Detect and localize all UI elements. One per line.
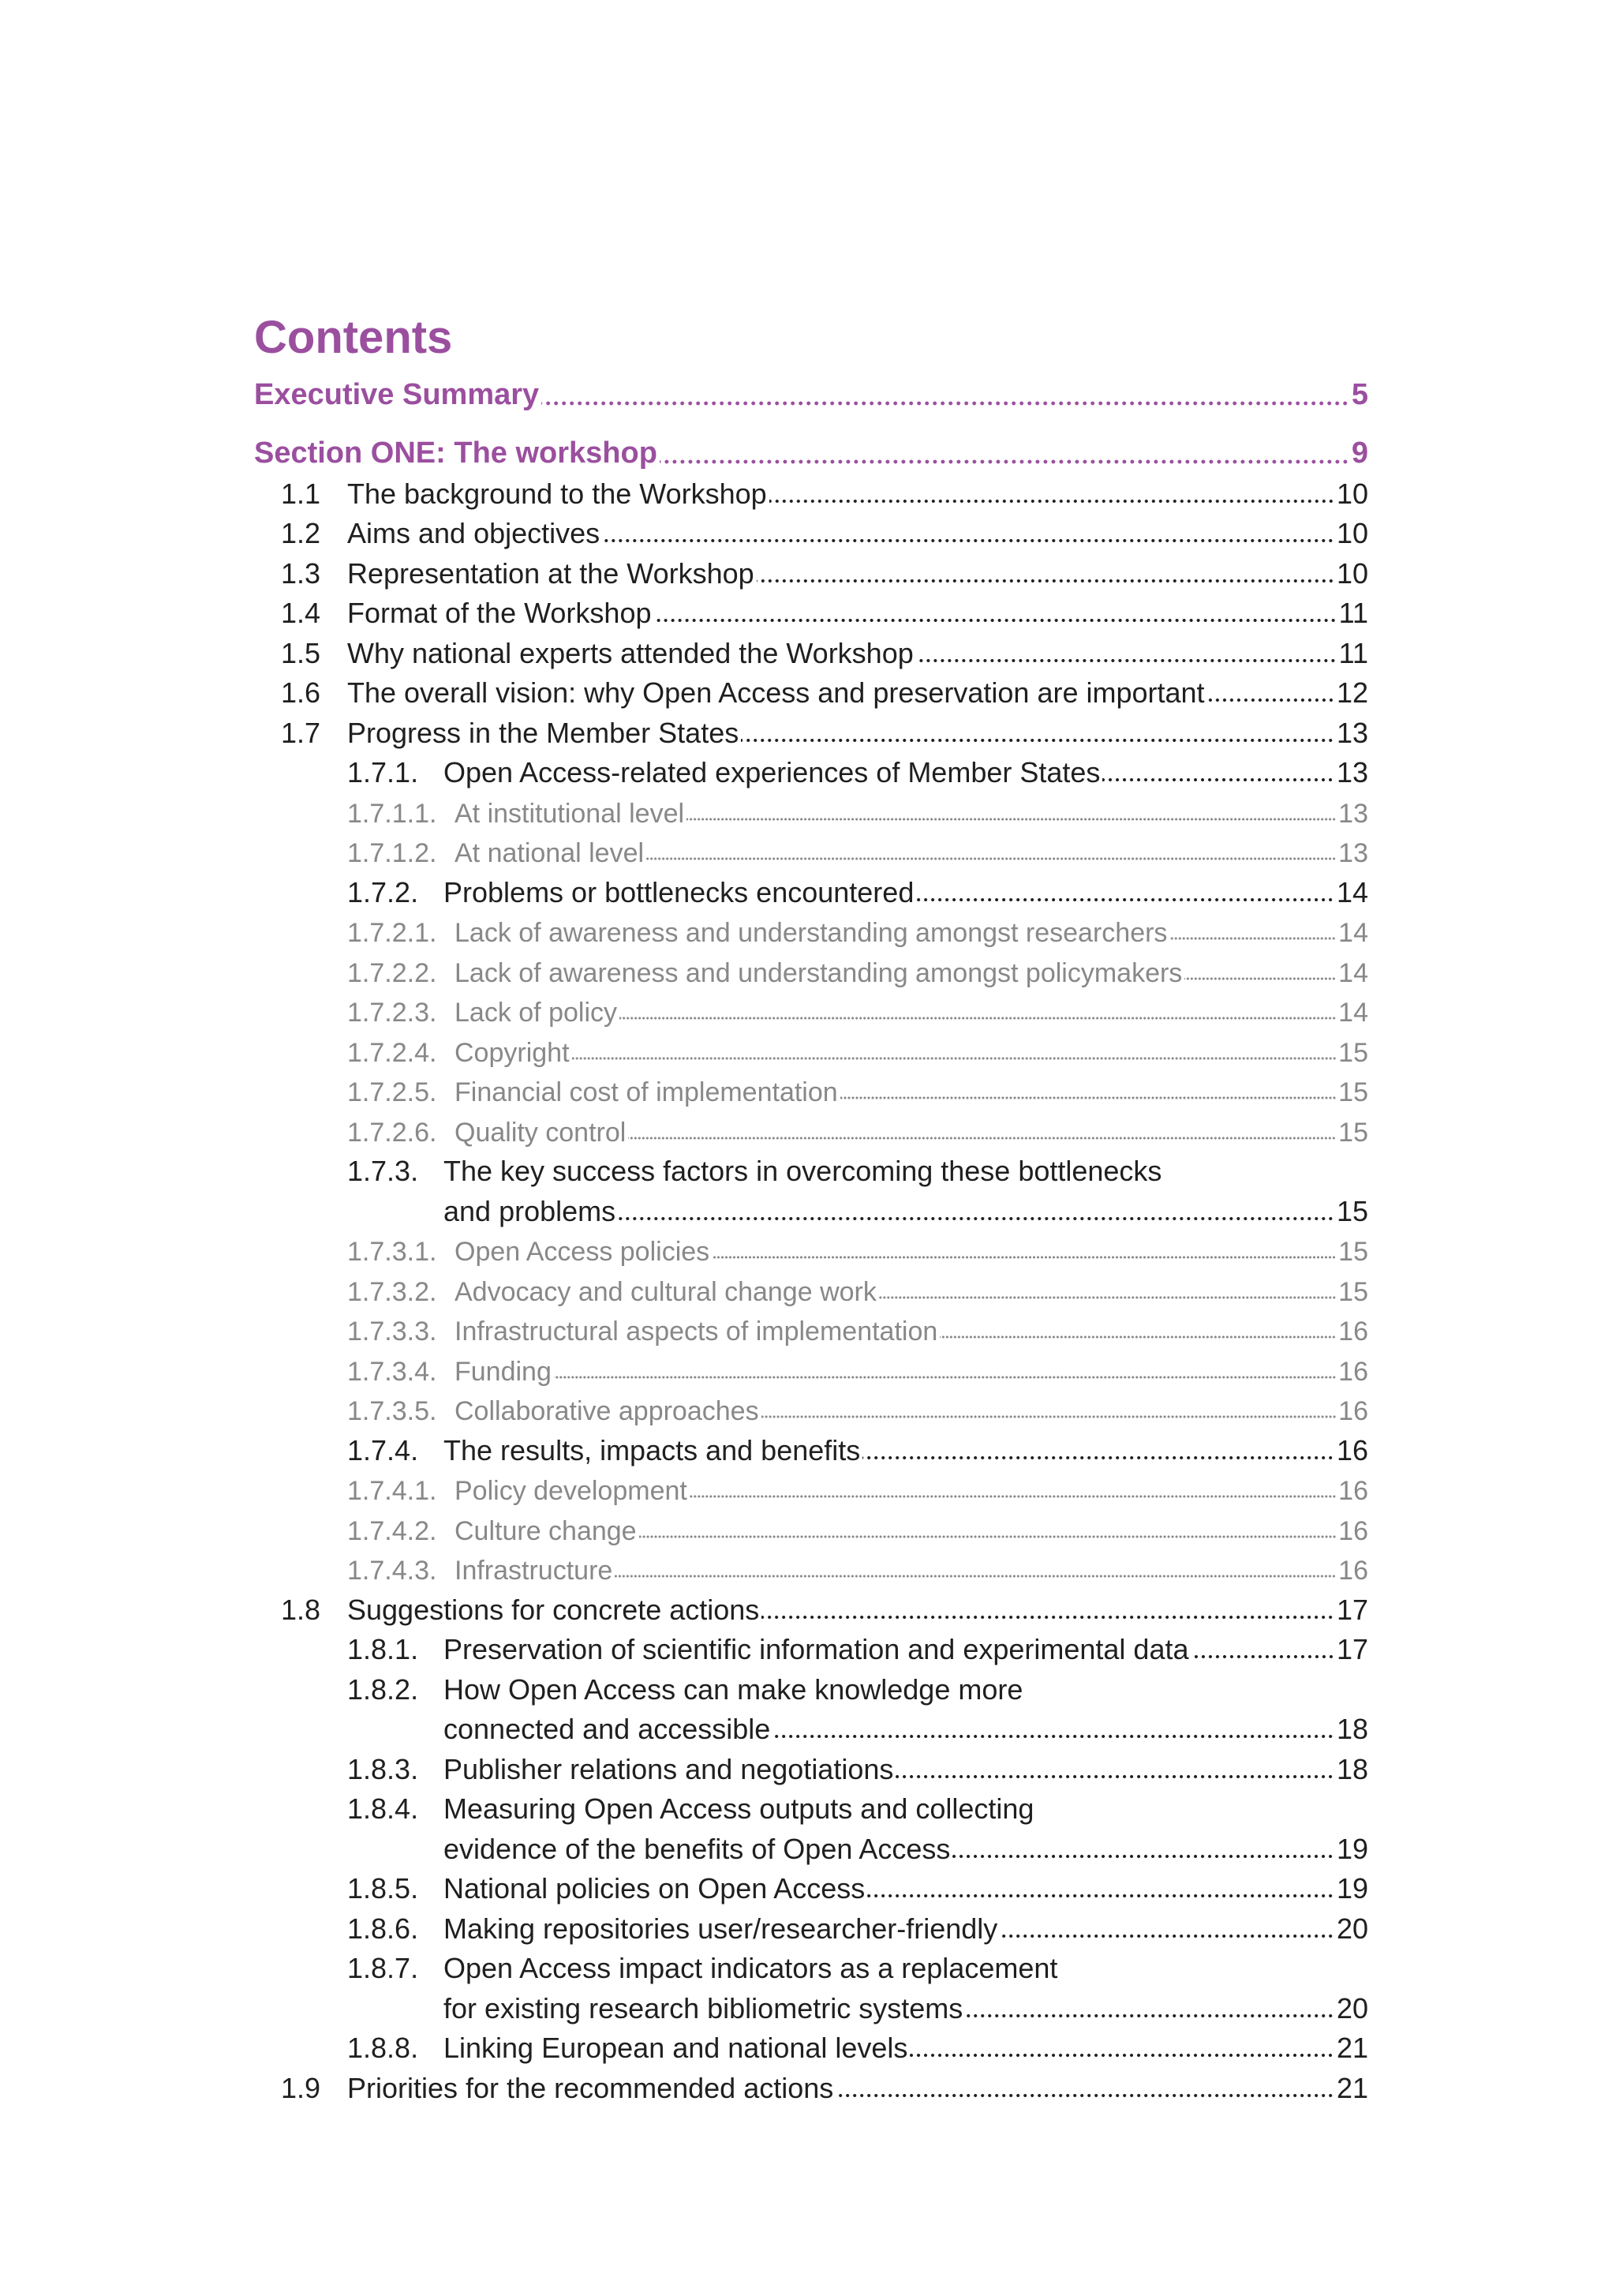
toc-entry-number: 1.7 (281, 716, 321, 749)
toc-entry-label: Policy development (454, 1476, 687, 1506)
toc-entry-page: 20 (1336, 1912, 1368, 1945)
toc-entry-number: 1.7.3.3. (347, 1317, 437, 1347)
toc-entry-label: Executive Summary (254, 378, 540, 411)
toc-entry-page: 21 (1336, 2071, 1368, 2104)
toc-entry[interactable] (254, 670, 1368, 710)
toc-entry[interactable] (254, 1228, 1368, 1268)
dot-leader (862, 1455, 1334, 1460)
dot-leader (741, 738, 1334, 743)
toc-entry-page: 9 (1351, 436, 1368, 470)
toc-entry[interactable] (254, 1786, 1368, 1826)
toc-entry-page: 13 (1336, 756, 1368, 788)
toc-entry-page: 18 (1336, 1713, 1368, 1745)
toc-entry-section-one[interactable] (254, 412, 1368, 470)
toc-entry-number: 1.2 (281, 517, 321, 549)
toc-entry[interactable] (254, 1268, 1368, 1308)
toc-entry[interactable] (254, 1069, 1368, 1109)
dot-leader (910, 2053, 1334, 2058)
page-title: Contents (254, 312, 453, 363)
toc-entry-page: 15 (1336, 1194, 1368, 1227)
toc-entry-label: Making repositories user/researcher-friendly (443, 1912, 998, 1945)
toc-entry-number: 1.7.3.5. (347, 1396, 437, 1426)
table-of-contents (254, 369, 1368, 2105)
toc-entry-label: Representation at the Workshop (347, 556, 754, 590)
toc-entry[interactable] (254, 1188, 1368, 1228)
toc-entry-label: Priorities for the recommended actions (347, 2071, 834, 2104)
toc-entry-label: Open Access impact indicators as a replacement (443, 1952, 1058, 1984)
toc-entry-page: 16 (1338, 1317, 1368, 1347)
toc-entry-label: connected and accessible (443, 1713, 771, 1745)
toc-entry-page: 5 (1351, 378, 1368, 411)
toc-entry-number: 1.4 (281, 597, 321, 629)
toc-entry-label: Financial cost of implementation (454, 1077, 838, 1107)
toc-entry[interactable] (254, 1028, 1368, 1069)
toc-entry[interactable] (254, 2065, 1368, 2105)
toc-entry-page: 14 (1338, 957, 1368, 988)
toc-entry-page: 15 (1338, 1077, 1368, 1107)
toc-entry-page: 12 (1336, 676, 1368, 709)
dot-leader (1000, 1934, 1334, 1938)
dot-leader (654, 618, 1337, 623)
toc-entry-number: 1.6 (281, 676, 321, 709)
toc-entry-page: 10 (1336, 477, 1368, 510)
dot-leader (639, 1534, 1337, 1539)
toc-entry-page: 11 (1338, 636, 1368, 669)
toc-entry-number: 1.7.1.2. (347, 838, 437, 868)
dot-leader (628, 1136, 1336, 1141)
toc-entry-label: Open Access-related experiences of Member States (443, 756, 1101, 788)
dot-leader (618, 1216, 1334, 1221)
dot-leader (646, 856, 1336, 861)
toc-entry-page: 16 (1338, 1356, 1368, 1387)
toc-entry-number: 1.7.4.3. (347, 1556, 437, 1586)
toc-entry-number: 1.8.8. (347, 2032, 419, 2064)
toc-entry-label: for existing research bibliometric systems (443, 1991, 963, 2024)
toc-entry-number: 1.8 (281, 1593, 321, 1626)
toc-entry-label: Format of the Workshop (347, 597, 652, 629)
toc-entry-page: 15 (1338, 1276, 1368, 1307)
toc-entry[interactable] (254, 590, 1368, 631)
toc-entry[interactable] (254, 1666, 1368, 1706)
toc-entry-number: 1.7.3.4. (347, 1356, 437, 1387)
toc-entry-label: Advocacy and cultural change work (454, 1276, 877, 1307)
toc-entry[interactable] (254, 1826, 1368, 1866)
dot-leader (1191, 1654, 1334, 1659)
toc-entry-number: 1.8.6. (347, 1912, 419, 1945)
toc-entry-number: 1.8.2. (347, 1672, 419, 1706)
toc-entry[interactable] (254, 949, 1368, 989)
toc-entry-number: 1.1 (281, 477, 321, 510)
dot-leader (541, 401, 1349, 406)
toc-entry-label: Measuring Open Access outputs and collecting (443, 1792, 1034, 1825)
toc-entry[interactable] (254, 869, 1368, 909)
toc-entry-page: 14 (1338, 918, 1368, 948)
toc-entry-number: 1.7.4.1. (347, 1476, 437, 1506)
dot-leader (761, 1414, 1337, 1419)
toc-entry-number: 1.8.1. (347, 1633, 419, 1665)
dot-leader (686, 817, 1336, 822)
toc-entry-label: Publisher relations and negotiations (443, 1752, 894, 1785)
toc-entry[interactable] (254, 550, 1368, 590)
dot-leader (772, 1734, 1334, 1739)
toc-entry-label: Preservation of scientific information and experimental data (443, 1633, 1189, 1665)
toc-entry-label: The key success factors in overcoming these bottlenecks (443, 1155, 1162, 1187)
dot-leader (712, 1255, 1336, 1260)
toc-entry-number: 1.8.3. (347, 1752, 419, 1785)
toc-entry-number: 1.7.2.4. (347, 1037, 437, 1068)
toc-entry-number: 1.8.4. (347, 1792, 419, 1825)
toc-entry-label: The overall vision: why Open Access and preservation are important (347, 676, 1205, 709)
toc-entry[interactable] (254, 1308, 1368, 1348)
dot-leader (572, 1056, 1337, 1061)
toc-entry[interactable] (254, 1108, 1368, 1148)
toc-entry-number: 1.7.2.5. (347, 1077, 437, 1107)
toc-entry-label: Progress in the Member States (347, 716, 739, 749)
dot-leader (940, 1335, 1336, 1339)
toc-entry-label: Lack of awareness and understanding amongst policymakers (454, 957, 1183, 988)
toc-entry-page: 16 (1338, 1515, 1368, 1546)
toc-entry-number: 1.7.2.3. (347, 998, 437, 1028)
toc-entry[interactable] (254, 511, 1368, 551)
toc-entry[interactable] (254, 1427, 1368, 1467)
toc-entry-page: 17 (1336, 1633, 1368, 1665)
toc-entry-label: Suggestions for concrete actions (347, 1593, 760, 1626)
toc-entry-number: 1.7.2.1. (347, 918, 437, 948)
toc-entry-number: 1.7.1.1. (347, 798, 437, 829)
toc-entry-page: 16 (1338, 1396, 1368, 1426)
toc-entry-page: 13 (1338, 798, 1368, 829)
toc-entry-label: How Open Access can make knowledge more (443, 1672, 1023, 1706)
toc-entry[interactable] (254, 1467, 1368, 1508)
toc-entry-page: 10 (1336, 517, 1368, 549)
toc-entry[interactable] (254, 1746, 1368, 1786)
dot-leader (1102, 777, 1334, 782)
dot-leader (690, 1494, 1336, 1499)
dot-leader (761, 1615, 1334, 1620)
toc-entry-page: 19 (1336, 1832, 1368, 1865)
toc-entry[interactable] (254, 1388, 1368, 1428)
toc-entry-label: Linking European and national levels (443, 2032, 908, 2064)
dot-leader (619, 1016, 1336, 1021)
contents-page (254, 306, 1368, 2105)
toc-entry[interactable] (254, 750, 1368, 790)
dot-leader (867, 1893, 1334, 1898)
dot-leader (1184, 976, 1336, 981)
toc-entry-page: 15 (1338, 1237, 1368, 1267)
toc-entry-label: Infrastructural aspects of implementation (454, 1317, 938, 1347)
toc-entry-page: 21 (1336, 2032, 1368, 2064)
dot-leader (757, 579, 1334, 583)
toc-entry-number: 1.8.7. (347, 1952, 419, 1984)
toc-entry-page: 10 (1336, 556, 1368, 590)
toc-entry-label: and problems (443, 1194, 616, 1227)
toc-entry-label: Copyright (454, 1037, 570, 1068)
dot-leader (615, 1574, 1336, 1579)
toc-entry-label: Lack of policy (454, 998, 617, 1028)
toc-entry[interactable] (254, 710, 1368, 750)
toc-entry-page: 15 (1338, 1117, 1368, 1148)
dot-leader (896, 1774, 1334, 1779)
toc-entry-label: Problems or bottlenecks encountered (443, 875, 915, 908)
toc-entry-executive-summary[interactable] (254, 369, 1368, 412)
toc-entry-number: 1.7.2.2. (347, 957, 437, 988)
dot-leader (840, 1096, 1336, 1100)
dot-leader (769, 499, 1334, 504)
dot-leader (916, 897, 1334, 902)
toc-entry-page: 14 (1336, 875, 1368, 908)
toc-entry-number: 1.7.4. (347, 1433, 419, 1466)
toc-entry[interactable] (254, 909, 1368, 949)
toc-entry[interactable] (254, 1148, 1368, 1189)
toc-entry-label: evidence of the benefits of Open Access (443, 1832, 951, 1865)
toc-entry-label: At institutional level (454, 798, 685, 829)
toc-entry-page: 19 (1336, 1872, 1368, 1905)
toc-entry[interactable] (254, 989, 1368, 1029)
toc-entry-label: The results, impacts and benefits (443, 1433, 861, 1466)
dot-leader (916, 658, 1337, 663)
toc-entry[interactable] (254, 630, 1368, 670)
toc-entry-page: 17 (1336, 1593, 1368, 1626)
toc-entry-number: 1.7.2.6. (347, 1117, 437, 1148)
toc-entry-page: 16 (1338, 1556, 1368, 1586)
toc-items (254, 470, 1368, 2105)
toc-entry[interactable] (254, 789, 1368, 830)
toc-entry-label: Quality control (454, 1117, 627, 1148)
toc-entry[interactable] (254, 470, 1368, 511)
toc-entry[interactable] (254, 1905, 1368, 1946)
toc-entry-label: Collaborative approaches (454, 1396, 759, 1426)
toc-entry-page: 13 (1338, 838, 1368, 868)
toc-entry-label: Lack of awareness and understanding amongst researchers (454, 918, 1168, 948)
toc-entry-page: 13 (1336, 716, 1368, 749)
toc-entry-number: 1.7.3.1. (347, 1237, 437, 1267)
toc-entry[interactable] (254, 830, 1368, 870)
toc-entry-label: Section ONE: The workshop (254, 436, 657, 470)
toc-entry-page: 20 (1336, 1991, 1368, 2024)
toc-entry-label: Culture change (454, 1515, 637, 1546)
toc-entry-page: 15 (1338, 1037, 1368, 1068)
dot-leader (1207, 698, 1334, 702)
toc-entry-label: Infrastructure (454, 1556, 613, 1586)
toc-entry-number: 1.8.5. (347, 1872, 419, 1905)
toc-entry-label: The background to the Workshop (347, 477, 767, 510)
dot-leader (660, 459, 1349, 464)
toc-entry-number: 1.7.3.2. (347, 1276, 437, 1307)
dot-leader (1169, 936, 1336, 941)
dot-leader (554, 1375, 1336, 1380)
toc-entry-number: 1.9 (281, 2071, 321, 2104)
toc-entry[interactable] (254, 1985, 1368, 2025)
toc-entry-label: At national level (454, 838, 645, 868)
dot-leader (952, 1854, 1334, 1859)
toc-entry[interactable] (254, 1866, 1368, 1906)
toc-entry-page: 16 (1338, 1476, 1368, 1506)
toc-entry-page: 11 (1338, 597, 1368, 629)
toc-entry-label: Funding (454, 1356, 552, 1387)
toc-entry-label: Open Access policies (454, 1237, 710, 1267)
toc-entry[interactable] (254, 1507, 1368, 1547)
toc-entry[interactable] (254, 1547, 1368, 1587)
toc-entry-label: National policies on Open Access (443, 1872, 866, 1905)
toc-entry-number: 1.3 (281, 556, 321, 590)
toc-entry[interactable] (254, 1706, 1368, 1747)
toc-entry-number: 1.5 (281, 636, 321, 669)
toc-entry-label: Why national experts attended the Workshop (347, 636, 914, 669)
toc-entry[interactable] (254, 1586, 1368, 1627)
toc-entry-number: 1.7.3. (347, 1155, 419, 1187)
toc-entry-page: 14 (1338, 998, 1368, 1028)
toc-entry-label: Aims and objectives (347, 517, 600, 549)
toc-entry[interactable] (254, 1347, 1368, 1388)
toc-entry-number: 1.7.2. (347, 875, 419, 908)
dot-leader (879, 1295, 1336, 1300)
toc-entry-number: 1.7.1. (347, 756, 419, 788)
toc-entry-number: 1.7.4.2. (347, 1515, 437, 1546)
toc-entry-page: 18 (1336, 1752, 1368, 1785)
dot-leader (836, 2093, 1334, 2098)
toc-entry[interactable] (254, 2025, 1368, 2066)
toc-entry[interactable] (254, 1946, 1368, 1986)
dot-leader (602, 538, 1334, 543)
toc-entry-page: 16 (1336, 1433, 1368, 1466)
dot-leader (965, 2013, 1334, 2018)
toc-entry[interactable] (254, 1627, 1368, 1667)
